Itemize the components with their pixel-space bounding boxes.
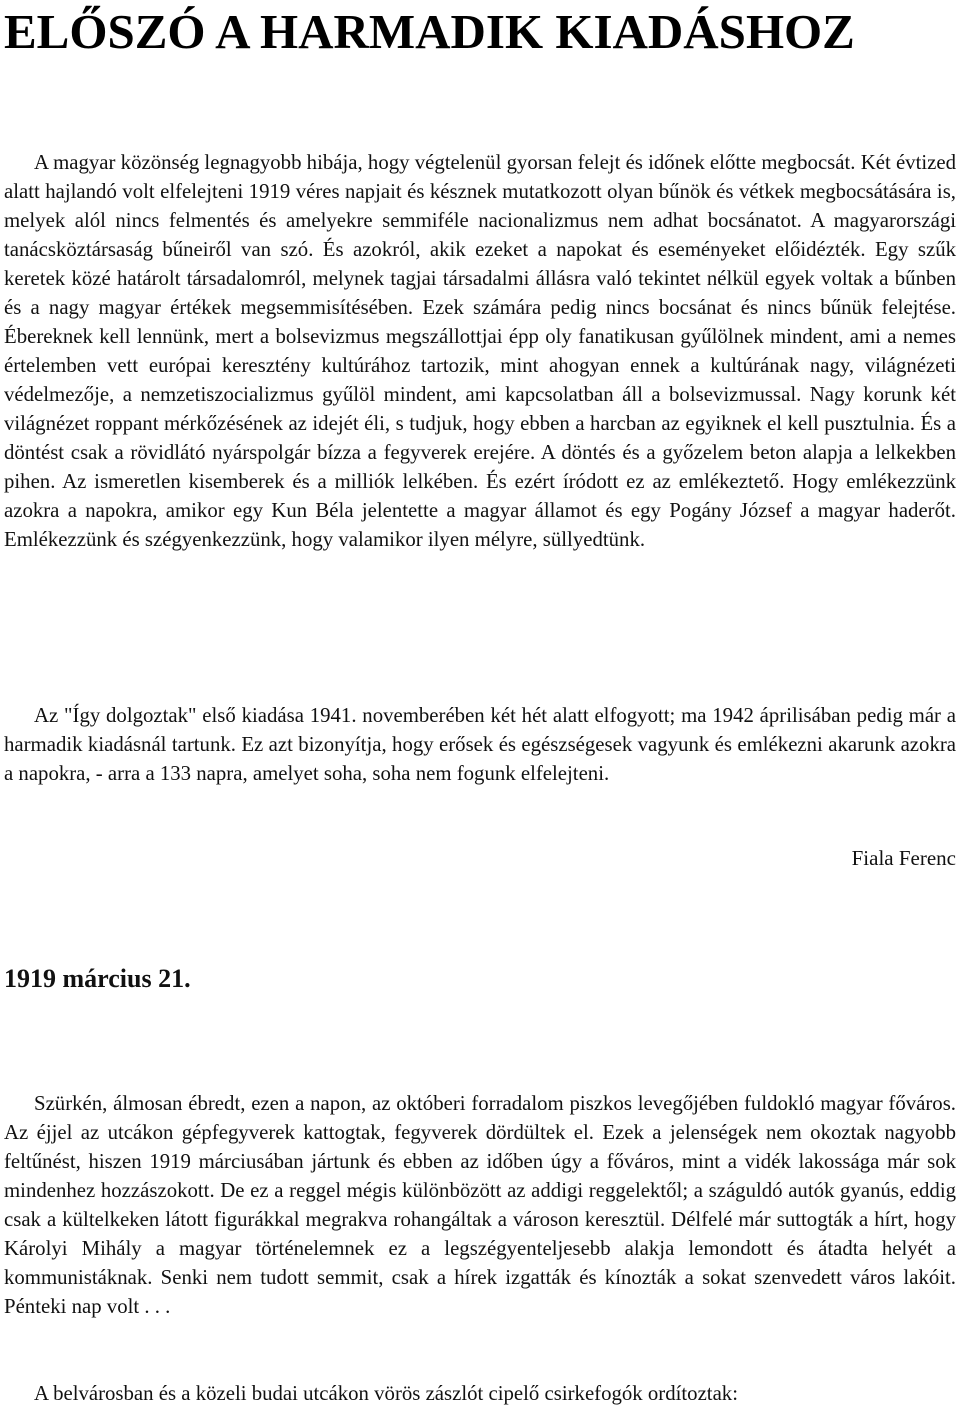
chapter-paragraph-2: A belvárosban és a közeli budai utcákon vörös zászlót cipelő csirkefogók ordítoztak: [34, 1382, 738, 1405]
chapter-paragraph-1: Szürkén, álmosan ébredt, ezen a napon, az októberi forradalom piszkos levegőjében fuldokló magyar főváros. Az éjjel az utcákon gépfegyverek kattogtak, fegyverek dördültek el. Ezek a jelenségek nem okoztak nagyobb feltűnést, hiszen 1919 márciusában jártunk és ebben az időben úgy a főváros, mint a vidék lakossága már sok mindenhez hozzászokott. De ez a reggel mégis különbözött az addigi reggelektől; a száguldó autók gyanús, eddig csak a kültelkeken látott figurákkal megrakva rohangáltak a városon keresztül. Délfelé már suttogták a hírt, hogy Károlyi Mihály a magyar történelemnek ez a legszégyenteljesebb alakja lemondott és átadta helyét a kommunistáknak. Senki nem tudott semmit, csak a hírek izgatták és kínozták a sokat szenvedett város lakóit. Pénteki nap volt . . . [4, 1092, 956, 1318]
chapter-date-heading: 1919 március 21. [4, 964, 191, 993]
preface-paragraph-1: A magyar közönség legnagyobb hibája, hogy végtelenül gyorsan felejt és időnek előtte megbocsát. Két évtized alatt hajlandó volt elfelejteni 1919 véres napjait és késznek mutatkozott olyan bűnök és vétkek megbocsátására is, melyek alól nincs felmentés és amelyekre semmiféle nacionalizmus nem adhat bocsánatot. A magyarországi tanácsköztársaság bűneiről van szó. És azokról, akik ezeket a napokat és eseményeket előidézték. Egy szűk keretek közé határolt társadalomról, melynek tagjai társadalmi állásra való tekintet nélkül egyek voltak a bűnben és a nagy magyar értékek megsemmisítésében. Ezek számára pedig nincs bocsánat és nincs bűnük felejtése. Éberеknek kell lennünk, mert a bolsevizmus megszállottjai épp oly fanatikusan gyűlölnek mindent, ami a nemes értelemben vett európai keresztény kultúrához tartozik, mint ahogyan ennek a kultúrának nagy, világnézeti védelmezője, a nemzetiszocializmus gyűlöl mindent, ami kapcsolatban áll a bolsevizmussal. Nagy korunk két világnézet roppant mérkőzésének az idejét éli, s tudjuk, hogy ebben a harcban az egyiknek el kell pusztulnia. És a döntést csak a rövidlátó nyárspolgár bízza a fegyverek erejére. A döntés és a győzelem beton alapja a lelkekben pihen. Az ismeretlen kisemberek és a milliók lelkében. És ezért íródott ez az emlékeztető. Hogy emlékezzünk azokra a napokra, amikor egy Kun Béla jelentette a magyar államot és egy Pogány József a magyar haderőt. Emlékezzünk és szégyenkezzünk, hogy valamikor ilyen mélyre, süllyedtünk. [4, 151, 956, 551]
preface-paragraph-2: Az "Így dolgoztak" első kiadása 1941. novemberében két hét alatt elfogyott; ma 1942 áprilisában pedig már a harmadik kiadásnál tartunk. Ez azt bizonyítja, hogy erősek és egészségesek vagyunk és emlékezni akarunk azokra a napokra, - arra a 133 napra, amelyet soha, soha nem fogunk elfelejteni. [4, 704, 956, 785]
page-title: ELŐSZÓ A HARMADIK KIADÁSHOZ [4, 4, 855, 59]
author-signature: Fiala Ferenc [851, 846, 956, 870]
